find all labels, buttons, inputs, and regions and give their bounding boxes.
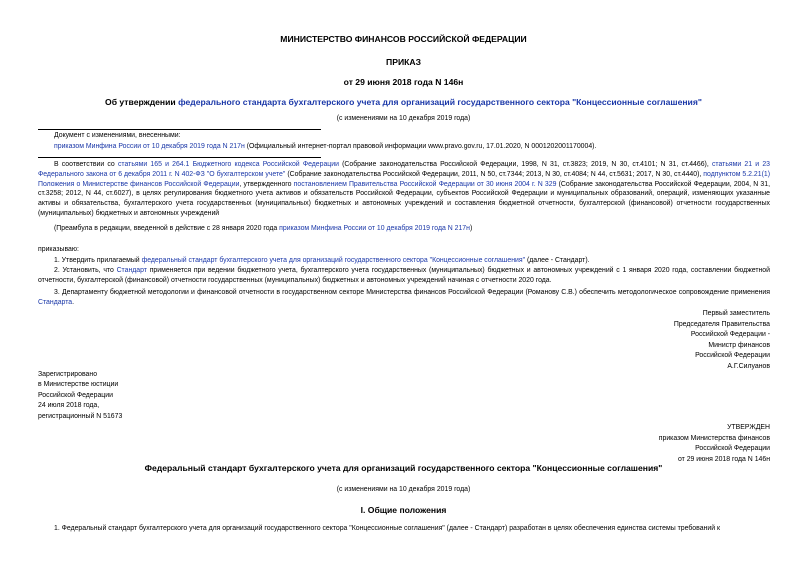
title-standard-link[interactable]: федерального стандарта бухгалтерского учета для организаций государственного сектора "Концессионные соглашения": [178, 97, 702, 107]
government-resolution-link[interactable]: постановлением Правительства Российской Федерации от 30 июня 2004 г. N 329: [293, 180, 557, 188]
changes-line: [54, 142, 596, 152]
signature-line: Первый заместитель: [702, 310, 770, 317]
standard-amendments-note: (с изменениями на 10 декабря 2019 года): [336, 486, 471, 493]
signature-line: Министр финансов: [708, 342, 770, 349]
changes-order-link[interactable]: приказом Минфина России от 10 декабря 2019 года N 217н: [54, 143, 245, 150]
standard-item-1: 1. Федеральный стандарт бухгалтерского учета для организаций государственного сектора "Концессионные соглашения" (далее - Стандарт) разработан в целях обеспечения единства системы требований к: [54, 525, 720, 532]
order-item-1: 1. Утвердить прилагаемый федеральный стандарт бухгалтерского учета для организаций государственного сектора "Концессионные соглашения" (далее - Стандарт).: [54, 257, 590, 264]
changes-rest: (Официальный интернет-портал правовой информации www.pravo.gov.ru, 17.01.2020, N 0001202001170004).: [244, 143, 597, 150]
changes-divider-bottom: [38, 157, 321, 158]
budget-code-link[interactable]: статьями 165 и 264.1 Бюджетного кодекса Российской Федерации: [117, 161, 339, 168]
standard-genitive-link[interactable]: Стандарта: [38, 298, 73, 306]
approved-line: Российской Федерации: [695, 445, 770, 452]
amendments-note: (с изменениями на 10 декабря 2019 года): [336, 115, 471, 122]
ministry-heading: МИНИСТЕРСТВО ФИНАНСОВ РОССИЙСКОЙ ФЕДЕРАЦИИ: [280, 34, 527, 44]
registration-date: 24 июля 2018 года,: [38, 402, 100, 409]
changes-label: Документ с изменениями, внесенными:: [54, 132, 181, 139]
preamble-edition-note: (Преамбула в редакции, введенной в действие с 28 января 2020 года приказом Минфина России от 10 декабря 2019 года N 217н): [54, 225, 473, 232]
signature-line: Российской Федерации -: [690, 331, 770, 338]
orders-lead: приказываю:: [38, 246, 79, 253]
standard-short-link[interactable]: Стандарт: [116, 267, 147, 274]
preamble-paragraph: В соответствии со статьями 165 и 264.1 Бюджетного кодекса Российской Федерации (Собрание законодательства Российской Федерации, 1998, N 31, ст.3823; 2019, N 30, ст.4101; N 31, ст.4466), статьями 21 и 23 Федерального закона от 6 декабря 2011 г. N 402-ФЗ "О бухгалтерском учете" (Собрание законодательства Российской Федерации, 2011, N 50, ст.7344; 2013, N 30, ст.4084; N 44, ст.5631; 2017, N 30, ст.4440), подпунктом 5.2.21(1) Положения о Министерстве финансов Российской Федерации, утвержденного постановлением Правительства Российской Федерации от 30 июня 2004 г. N 329 (Собрание законодательства Российской Федерации, 2004, N 31, ст.3258; 2012, N 44, ст.6027), в целях регулирования бюджетного учета активов и обязательств Российской Федерации, субъектов Российской Федерации и муниципальных образований, операций, изменяющих указанные активы и обязательства, бухгалтерского учета государственных (муниципальных) бюджетных и автономных учреждений и составления бюджетной отчетности, бухгалтерской (финансовой) отчетности государственных (муниципальных) бюджетных и автономных учреждений: [38, 161, 770, 217]
order-item-3: 3. Департаменту бюджетной методологии и финансовой отчетности в государственном секторе Министерства финансов Российской Федерации (Романову С.В.) обеспечить методологическое сопровождение применения Стандарта.: [38, 289, 770, 306]
changes-divider-top: [38, 129, 321, 130]
approved-line: приказом Министерства финансов: [658, 435, 770, 442]
signatory-name: А.Г.Силуанов: [727, 363, 770, 370]
signature-line: Председателя Правительства: [673, 321, 770, 328]
approved-date: от 29 июня 2018 года N 146н: [677, 456, 770, 463]
section-title: I. Общие положения: [360, 505, 447, 515]
federal-law-link[interactable]: статьями 21 и 23 Федерального закона от 6 декабря 2011 г. N 402-ФЗ "О бухгалтерском учете": [38, 161, 770, 178]
registration-line: Российской Федерации: [38, 392, 113, 399]
standard-link[interactable]: федеральный стандарт бухгалтерского учета для организаций государственного сектора "Концессионные соглашения": [141, 257, 526, 264]
registration-line: в Министерстве юстиции: [38, 381, 119, 388]
order-item-2: 2. Установить, что Стандарт применяется при ведении бюджетного учета, бухгалтерского учета государственных (муниципальных) бюджетных и автономных учреждений с 1 января 2020 года, составлении бюджетной отчетности, бухгалтерской (финансовой) отчетности государственных (муниципальных) бюджетных и автономных учреждений начиная с отчетности 2020 года.: [38, 267, 770, 284]
registration-line: Зарегистрировано: [38, 371, 98, 378]
title-prefix: Об утверждении: [105, 97, 179, 107]
doc-date-heading: от 29 июня 2018 года N 146н: [343, 77, 464, 87]
approved-stamp: УТВЕРЖДЕН: [727, 424, 770, 431]
signature-line: Российской Федерации: [695, 352, 770, 359]
edition-order-link[interactable]: приказом Минфина России от 10 декабря 2019 года N 217н: [279, 225, 470, 232]
registration-number: регистрационный N 51673: [38, 413, 123, 420]
doc-type-heading: ПРИКАЗ: [386, 57, 421, 67]
ministry-regulation-link[interactable]: подпунктом 5.2.21(1) Положения о Министерстве финансов Российской Федерации: [38, 170, 770, 188]
document-title: [0, 96, 807, 108]
standard-title: Федеральный стандарт бухгалтерского учета для организаций государственного сектора "Концессионные соглашения": [144, 463, 663, 473]
